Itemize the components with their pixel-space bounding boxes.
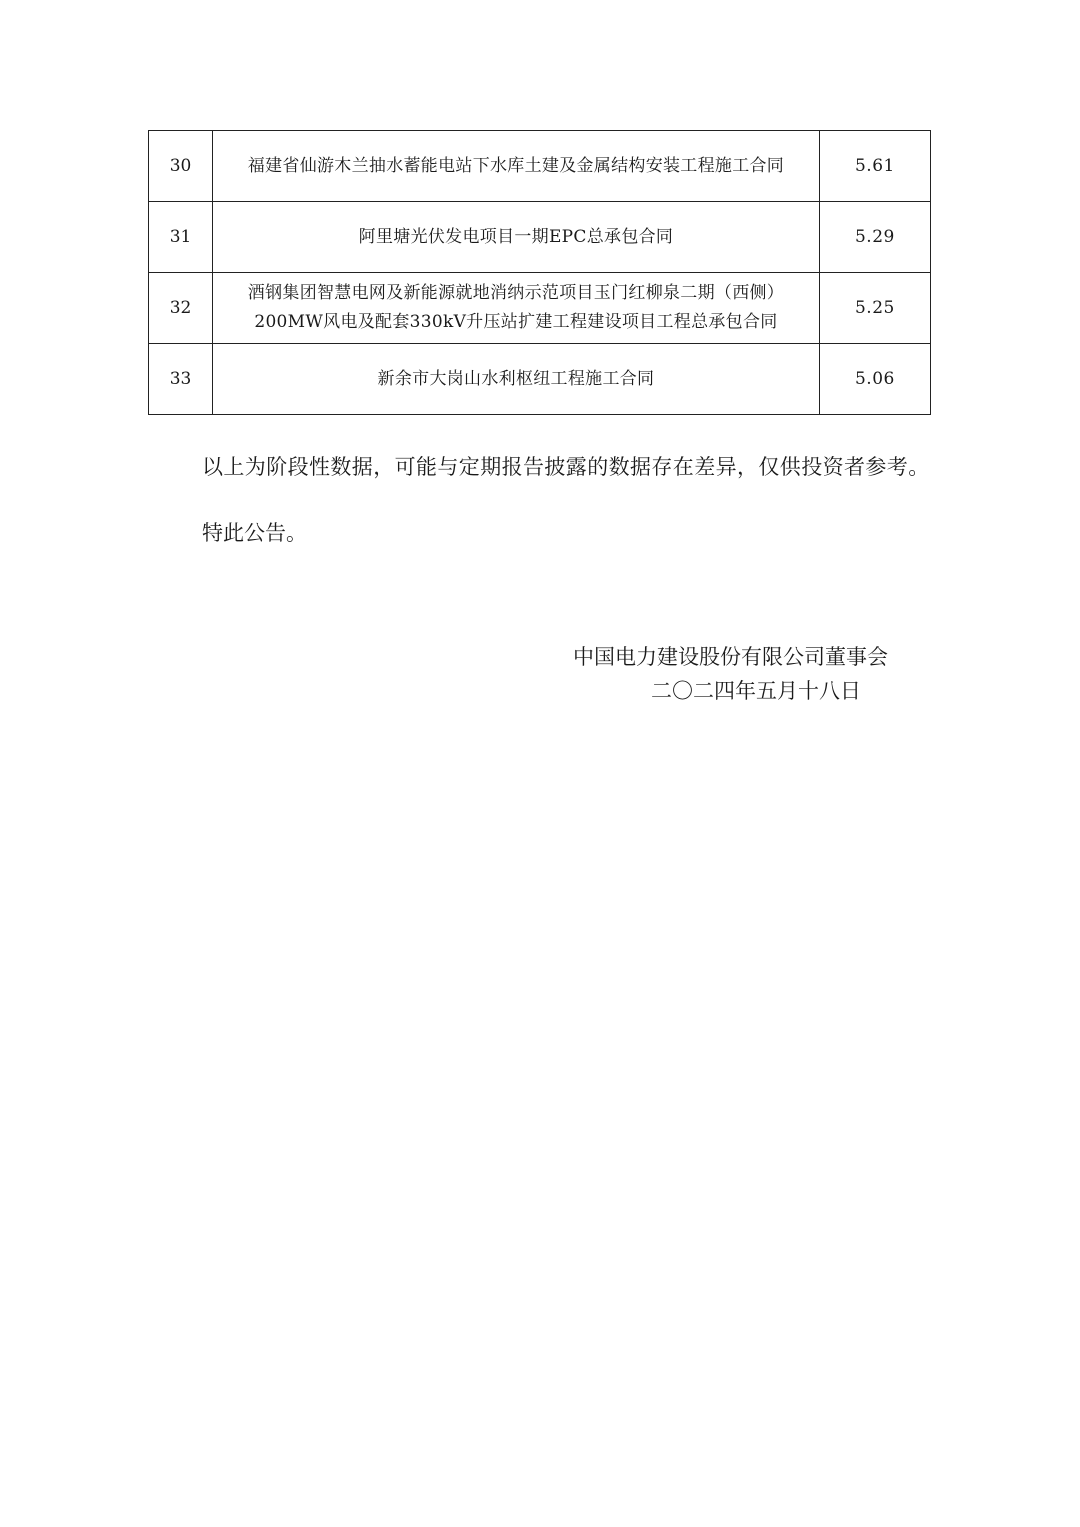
table-row (149, 202, 931, 273)
contract-table (148, 130, 931, 415)
contract-name (213, 131, 820, 202)
contract-name-line: 福建省仙游木兰抽水蓄能电站下水库土建及金属结构安装工程施工合同 (247, 155, 785, 176)
contract-amount: 5.06 (819, 344, 930, 415)
disclaimer-paragraph: 以上为阶段性数据，可能与定期报告披露的数据存在差异，仅供投资者参考。 (202, 455, 930, 479)
closing-paragraph: 特此公告。 (202, 521, 307, 545)
contract-name-line: 新余市大岗山水利枢纽工程施工合同 (377, 368, 655, 389)
row-number: 30 (149, 131, 213, 202)
row-number: 31 (149, 202, 213, 273)
contract-amount: 5.61 (819, 131, 930, 202)
contract-name (213, 202, 820, 273)
row-number: 32 (149, 273, 213, 344)
contract-name (213, 344, 820, 415)
row-number: 33 (149, 344, 213, 415)
contract-name-line: 阿里塘光伏发电项目一期EPC总承包合同 (358, 226, 674, 247)
table-row (149, 344, 931, 415)
signature-company: 中国电力建设股份有限公司董事会 (573, 645, 888, 669)
signature-date: 二〇二四年五月十八日 (651, 679, 861, 703)
contract-name (213, 273, 820, 344)
contract-amount: 5.29 (819, 202, 930, 273)
table-row (149, 273, 931, 344)
table-row (149, 131, 931, 202)
contract-amount: 5.25 (819, 273, 930, 344)
contract-name-line: 200MW风电及配套330kV升压站扩建工程建设项目工程总承包合同 (254, 312, 778, 332)
contract-name-line: 酒钢集团智慧电网及新能源就地消纳示范项目玉门红柳泉二期（西侧） (247, 283, 785, 303)
